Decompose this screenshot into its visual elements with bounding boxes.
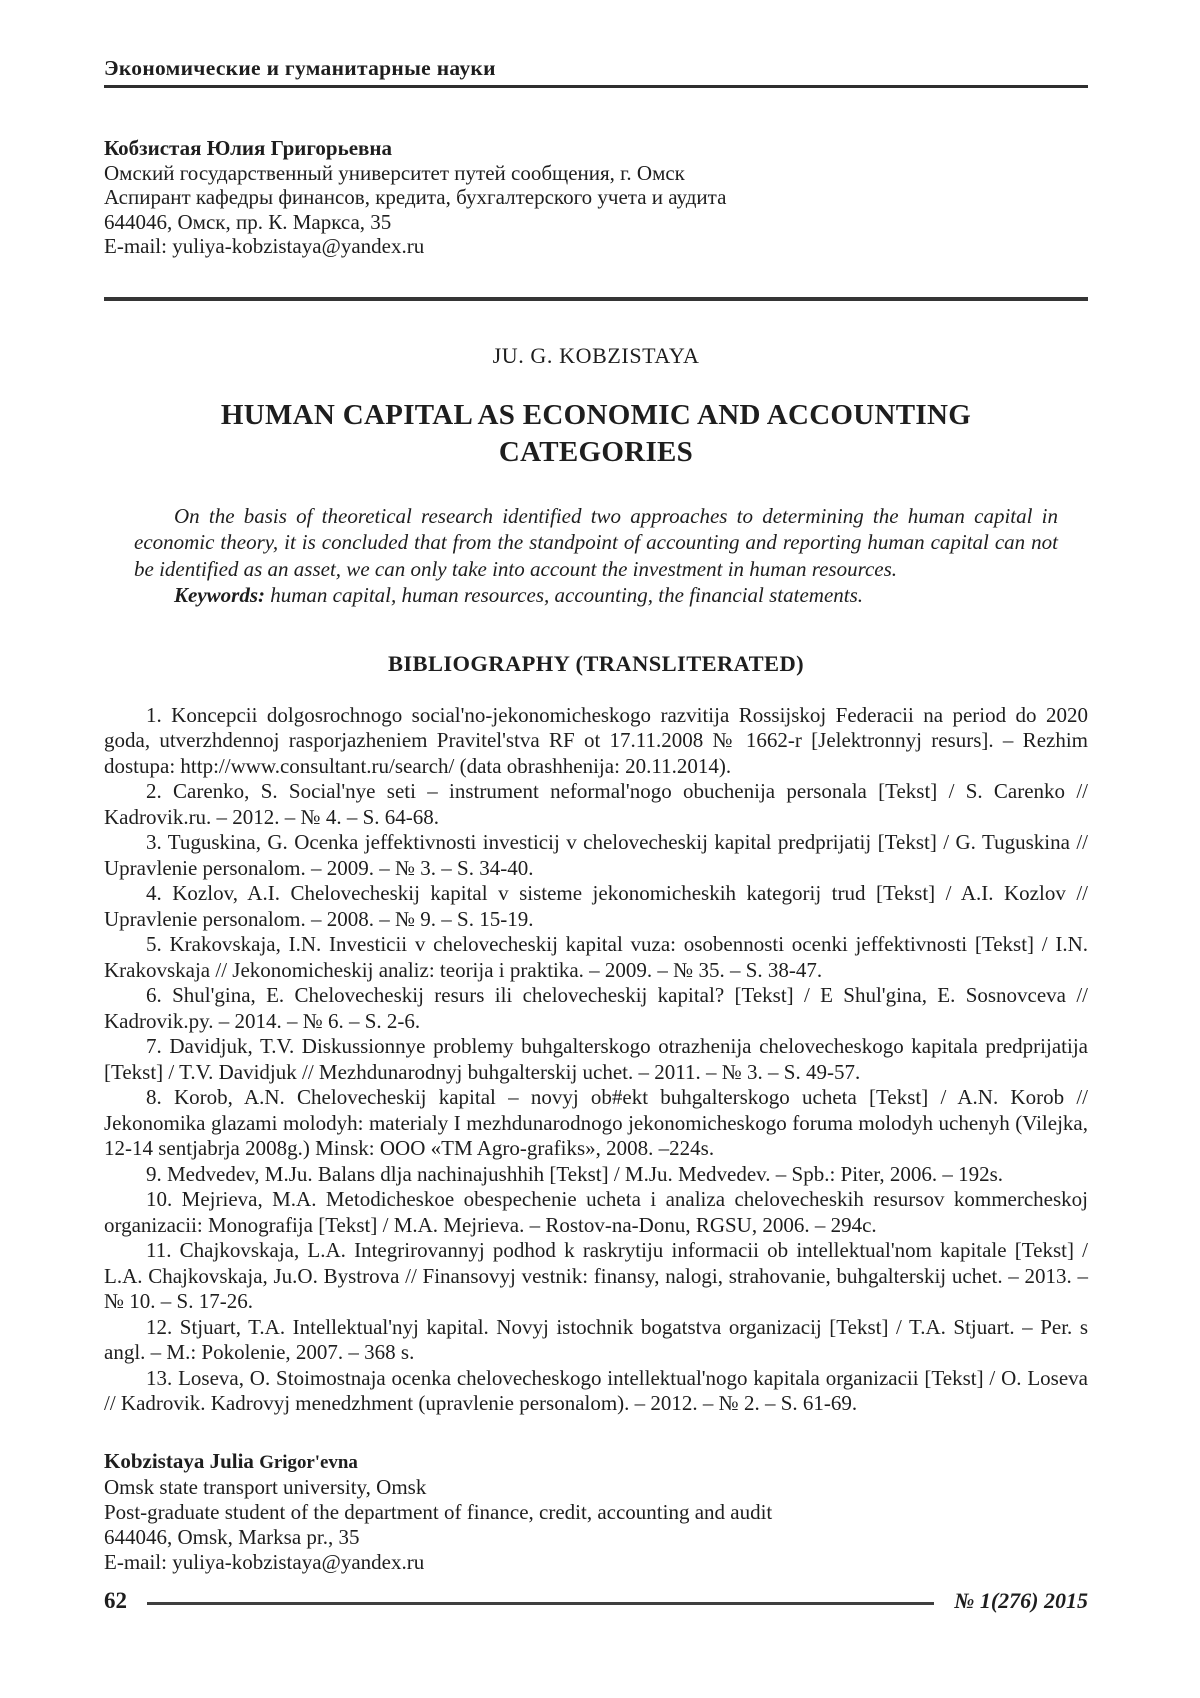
author-name-en-main: Kobzistaya Julia <box>104 1448 254 1473</box>
running-head: Экономические и гуманитарные науки <box>104 56 1088 88</box>
keywords-label: Keywords: <box>174 583 265 608</box>
page-footer <box>104 1588 1088 1614</box>
author-name-en-suffix: Grigor'evna <box>259 1451 358 1473</box>
bibliography-item: 8. Korob, A.N. Chelovecheskij kapital – novyj ob#ekt buhgalterskogo ucheta [Tekst] / A.N. Korob // Jekonomika glazami molodyh: materialy I mezhdunarodnogo jekonomicheskogo foruma molodyh uchenyh (Vilejka, 12-14 sentjabrja 2008g.) Minsk: OOO «TM Agro-grafiks», 2008. –224s. <box>104 1085 1088 1161</box>
article-title <box>104 397 1088 471</box>
author-email-ru: E-mail: yuliya-kobzistaya@yandex.ru <box>104 234 425 259</box>
abstract-block <box>134 503 1058 609</box>
abstract-text: On the basis of theoretical research identified two approaches to determining the human capital in economic theory, it is concluded that from the standpoint of accounting and reporting human capital can not be identified as an asset, we can only take into account the investment in human resources. <box>134 503 1058 581</box>
keywords-text: human capital, human resources, accounting, the financial statements. <box>270 583 864 608</box>
bibliography-item: 12. Stjuart, T.A. Intellektual'nyj kapital. Novyj istochnik bogatstva organizacij [Tekst] / T.A. Stjuart. – Per. s angl. – M.: Pokolenie, 2007. – 368 s. <box>104 1314 1088 1365</box>
author-name-en <box>104 1449 1088 1475</box>
author-block-ru <box>104 136 1088 259</box>
bibliography-item: 10. Mejrieva, M.A. Metodicheskoe obespechenie ucheta i analiza chelovecheskih resursov kommercheskoj organizacii: Monografija [Tekst] / M.A. Mejrieva. – Rostov-na-Donu, RGSU, 2006. – 294c. <box>104 1187 1088 1237</box>
bibliography-item: 13. Loseva, O. Stoimostnaja ocenka chelovecheskogo intellektual'nogo kapitala organizacii [Tekst] / O. Loseva // Kadrovik. Kadrovyj menedzhment (upravlenie personalom). – 2012. – № 2. – S. 61-69. <box>104 1365 1088 1416</box>
author-block-en <box>104 1449 1088 1575</box>
bibliography-item: 1. Koncepcii dolgosrochnogo social'no-jekonomicheskogo razvitija Rossijskoj Federacii na period do 2020 goda, utverzhdennoj rasporjazheniem Pravitel'stva RF ot 17.11.2008 № 1662-r [Jelektronnyj resurs]. – Rezhim dostupa: http://www.consultant.ru/search/ (data obrashhenija: 20.11.2014). <box>104 702 1088 778</box>
bibliography-list <box>104 703 1088 1417</box>
author-name-ru: Кобзистая Юлия Григорьевна <box>104 136 392 160</box>
author-affiliation-en: Omsk state transport university, Omsk <box>104 1474 427 1499</box>
bibliography-item: 6. Shul'gina, E. Chelovecheskij resurs ili chelovecheskij kapital? [Tekst] / E Shul'gina, E. Sosnovceva // Kadrovik.py. – 2014. – № 6. – S. 2-6. <box>104 983 1088 1033</box>
author-affiliation-ru: Омский государственный университет путей сообщения, г. Омск <box>104 160 685 185</box>
bibliography-item: 7. Davidjuk, T.V. Diskussionnye problemy buhgalterskogo otrazhenija chelovecheskogo kapitala predprijatija [Tekst] / T.V. Davidjuk // Mezhdunarodnyj buhgalterskij uchet. – 2011. – № 3. – S. 49-57. <box>104 1034 1088 1084</box>
issue-label: № 1(276) 2015 <box>954 1588 1088 1613</box>
bibliography-item: 4. Kozlov, A.I. Chelovecheskij kapital v sisteme jekonomicheskih kategorij trud [Tekst] / A.I. Kozlov // Upravlenie personalom. – 2008. – № 9. – S. 15-19. <box>104 881 1088 931</box>
author-address-ru: 644046, Омск, пр. К. Маркса, 35 <box>104 209 392 234</box>
abstract-keywords-line <box>134 582 1058 608</box>
page-number: 62 <box>104 1588 127 1613</box>
article-title-line-2: CATEGORIES <box>498 435 694 468</box>
author-address-en: 644046, Omsk, Marksa pr., 35 <box>104 1524 360 1549</box>
article-author-translit: JU. G. KOBZISTAYA <box>492 342 700 368</box>
footer-rule <box>147 1602 934 1605</box>
bibliography-heading: BIBLIOGRAPHY (TRANSLITERATED) <box>387 650 805 676</box>
bibliography-item: 5. Krakovskaja, I.N. Investicii v chelovecheskij kapital vuza: osobennosti ocenki jeffektivnosti [Tekst] / I.N. Krakovskaja // Jekonomicheskij analiz: teorija i praktika. – 2009. – № 35. – S. 38-47. <box>104 932 1088 982</box>
article-title-line-1: HUMAN CAPITAL AS ECONOMIC AND ACCOUNTING <box>220 398 972 431</box>
bibliography-item: 11. Chajkovskaja, L.A. Integrirovannyj podhod k raskrytiju informacii ob intellektual'nom kapitale [Tekst] / L.A. Chajkovskaja, Ju.O. Bystrova // Finansovyj vestnik: finansy, nalogi, strahovanie, buhgalterskij uchet. – 2013. – № 10. – S. 17-26. <box>104 1238 1088 1314</box>
author-position-en: Post-graduate student of the department of finance, credit, accounting and audit <box>104 1499 773 1524</box>
bibliography-item: 3. Tuguskina, G. Ocenka jeffektivnosti investicij v chelovecheskij kapital predprijatij [Tekst] / G. Tuguskina // Upravlenie personalom. – 2009. – № 3. – S. 34-40. <box>104 830 1088 880</box>
bibliography-item: 2. Carenko, S. Social'nye seti – instrument neformal'nogo obuchenija personala [Tekst] / S. Carenko // Kadrovik.ru. – 2012. – № 4. – S. 64-68. <box>104 779 1088 829</box>
bibliography-item: 9. Medvedev, M.Ju. Balans dlja nachinajushhih [Tekst] / M.Ju. Medvedev. – Spb.: Piter, 2006. – 192s. <box>146 1161 1004 1186</box>
author-position-ru: Аспирант кафедры финансов, кредита, бухгалтерского учета и аудита <box>104 185 727 210</box>
author-email-en: E-mail: yuliya-kobzistaya@yandex.ru <box>104 1549 425 1574</box>
section-divider-rule <box>104 297 1088 301</box>
